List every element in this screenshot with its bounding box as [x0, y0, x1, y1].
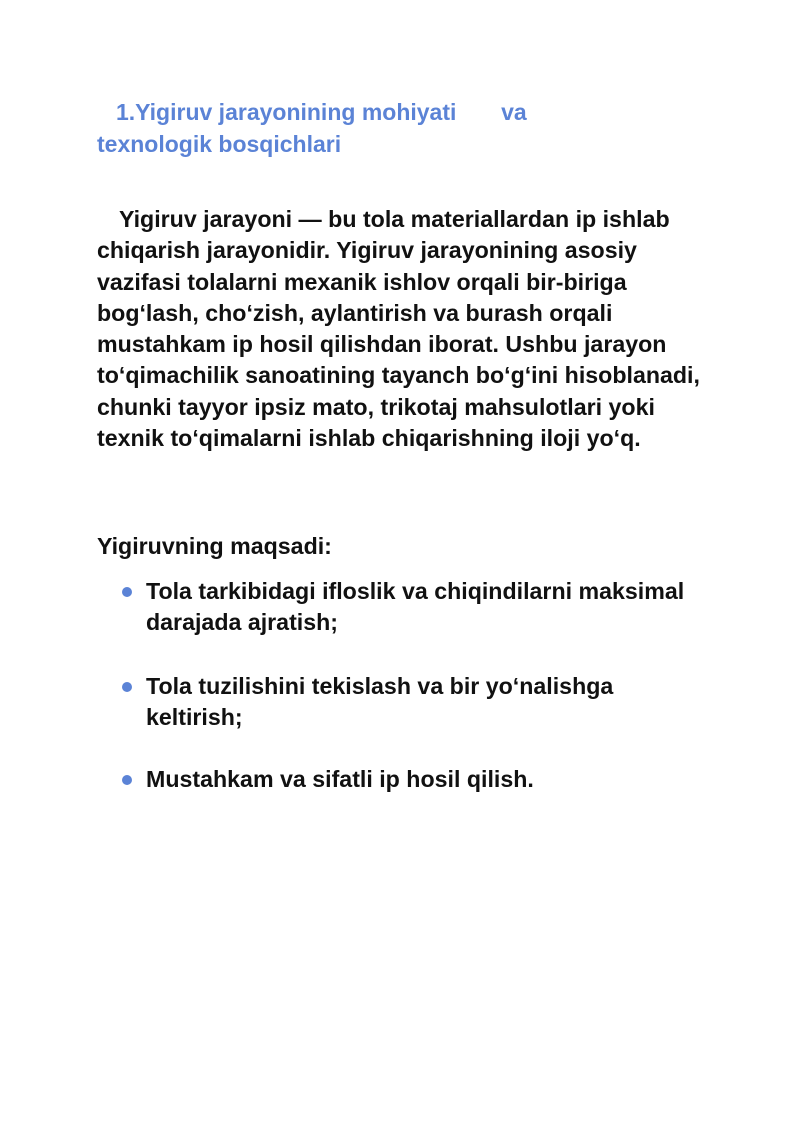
bullet-icon [122, 587, 132, 597]
section-heading-line-2: texnologik bosqichlari [97, 131, 342, 157]
goals-label: Yigiruvning maqsadi: [97, 533, 332, 559]
goal-text: Tola tarkibidagi ifloslik va chiqindilarni maksimal darajada ajratish; [146, 578, 685, 635]
goal-text: Tola tuzilishini tekislash va bir yo‘nalishga keltirish; [146, 673, 614, 730]
bullet-icon [122, 682, 132, 692]
goal-text: Mustahkam va sifatli ip hosil qilish. [146, 766, 534, 792]
section-heading-line-1: 1.Yigiruv jarayonining mohiyati va [116, 99, 527, 125]
bullet-icon [122, 775, 132, 785]
intro-paragraph: Yigiruv jarayoni — bu tola materiallardan ip ishlab chiqarish jarayonidir. Yigiruv jarayonining asosiy vazifasi tolalarni mexanik ishlov orqali bir-biriga bog‘lash, cho‘zish, aylantirish va burash orqali mustahkam ip hosil qilishdan iborat. Ushbu jarayon to‘qimachilik sanoatining tayanch bo‘g‘ini hisoblanadi, chunki tayyor ipsiz mato, trikotaj mahsulotlari yoki texnik to‘qimalarni ishlab chiqarishning iloji yo‘q. [97, 206, 700, 452]
section-heading [97, 96, 617, 160]
